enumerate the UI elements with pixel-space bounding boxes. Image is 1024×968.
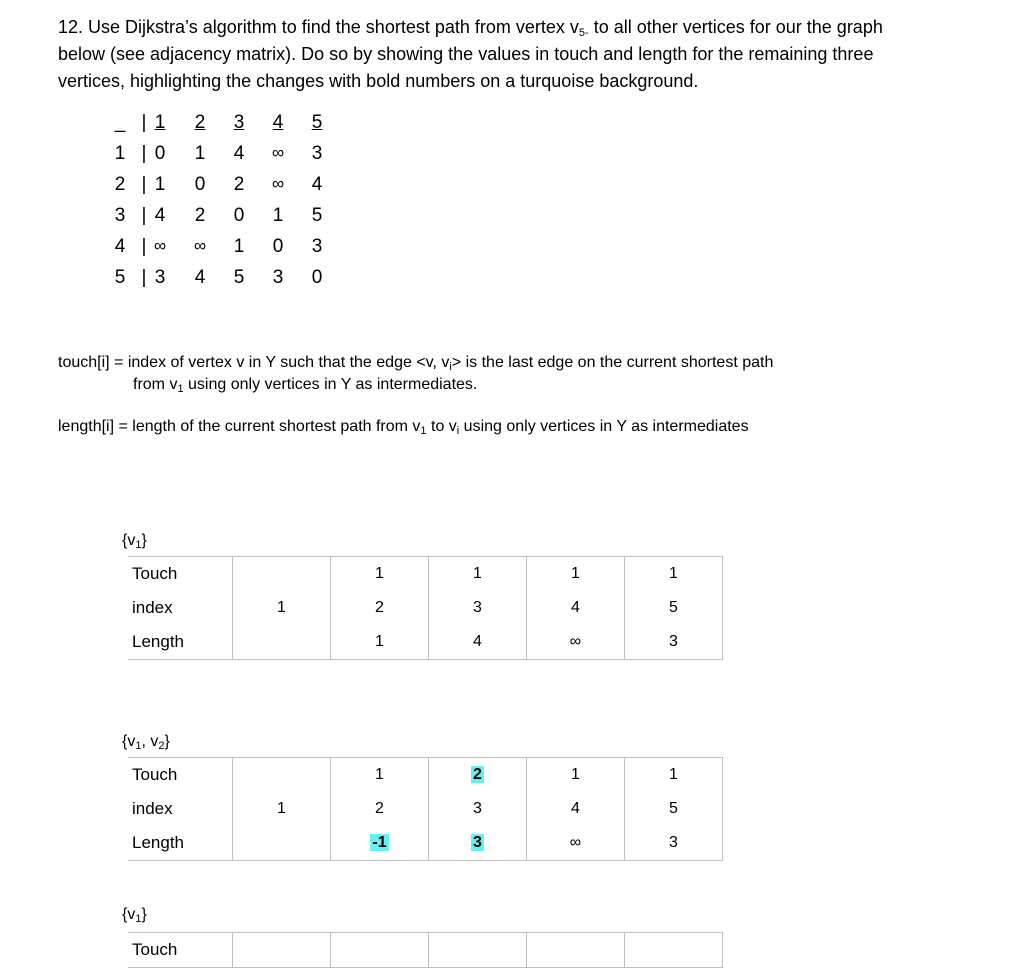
matrix-cell: ∞ — [271, 143, 285, 162]
table-cell — [429, 933, 527, 968]
subscript-i: i — [449, 361, 452, 373]
matrix-row — [110, 236, 330, 267]
touch-def-text: touch[i] = index of vertex v in Y such that the edge <v, v — [58, 354, 450, 371]
adjacency-matrix — [110, 112, 330, 298]
table-cell: 3 — [625, 826, 723, 861]
table-cell — [233, 557, 331, 592]
matrix-cell: 1 — [194, 143, 206, 164]
subscript-1: 1 — [420, 425, 427, 437]
matrix-cell: ∞ — [153, 236, 167, 255]
matrix-row-label: 4 — [114, 236, 126, 257]
row-label: Length — [128, 826, 233, 861]
matrix-cell: 1 — [272, 205, 284, 226]
touch-row — [128, 557, 723, 592]
set-label-2 — [122, 733, 170, 751]
matrix-bar: | — [141, 112, 147, 133]
matrix-cell: 4 — [311, 174, 323, 195]
index-row — [128, 792, 723, 826]
question-line-3: vertices, highlighting the changes with bold numbers on a turquoise background. — [58, 71, 699, 91]
highlighted-change: 2 — [473, 766, 482, 783]
table-cell — [233, 758, 331, 793]
matrix-cell: 4 — [233, 143, 245, 164]
matrix-cell: 0 — [272, 236, 284, 257]
table-cell: 1 — [625, 758, 723, 793]
table-cell — [527, 933, 625, 968]
table-cell: 5 — [625, 792, 723, 826]
table-cell: 4 — [429, 625, 527, 660]
touch-definition-line-1 — [58, 352, 858, 374]
matrix-bar: | — [141, 267, 147, 288]
table-cell: 2 — [331, 591, 429, 625]
dijkstra-table-2 — [128, 757, 723, 861]
table-cell — [429, 758, 527, 793]
set-text: {v — [122, 906, 136, 923]
table-cell: 3 — [429, 591, 527, 625]
touch-def-text: > is the last edge on the current shortest path — [451, 354, 774, 371]
question-line-1-end: to all other vertices for our the graph — [593, 17, 883, 37]
matrix-bar: | — [141, 236, 147, 257]
length-row — [128, 625, 723, 660]
table-cell — [331, 933, 429, 968]
question-line-1 — [58, 14, 958, 41]
table-cell — [625, 933, 723, 968]
matrix-cell: 2 — [233, 174, 245, 195]
matrix-row-label: 2 — [114, 174, 126, 195]
set-text: } — [141, 532, 147, 549]
length-row — [128, 826, 723, 861]
highlighted-change: 3 — [473, 834, 482, 851]
matrix-row — [110, 205, 330, 236]
set-subscript: 1 — [135, 539, 142, 551]
matrix-header-cell: 4 — [272, 112, 284, 133]
row-label: Touch — [128, 758, 233, 793]
touch-row — [128, 933, 723, 968]
matrix-cell: 5 — [233, 267, 245, 288]
table-cell: 1 — [331, 557, 429, 592]
touch-def-text: using only vertices in Y as intermediates. — [183, 376, 478, 393]
subscript-i: i — [456, 425, 460, 437]
row-label: Touch — [128, 557, 233, 592]
matrix-cell: ∞ — [271, 174, 285, 193]
table-cell: 1 — [429, 557, 527, 592]
length-definition — [58, 418, 749, 436]
table-cell: ∞ — [527, 625, 625, 660]
matrix-cell: 2 — [194, 205, 206, 226]
matrix-cell: 5 — [311, 205, 323, 226]
matrix-row-label: 5 — [114, 267, 126, 288]
table-cell: 2 — [331, 792, 429, 826]
table-cell — [233, 933, 331, 968]
matrix-row-label: 1 — [114, 143, 126, 164]
matrix-bar: | — [141, 205, 147, 226]
highlighted-change: -1 — [372, 834, 387, 851]
matrix-cell: ∞ — [193, 236, 207, 255]
set-subscript: 1 — [135, 740, 142, 752]
matrix-cell: 3 — [311, 236, 323, 257]
table-cell: 1 — [527, 758, 625, 793]
length-def-text: using only vertices in Y as intermediates — [459, 418, 749, 435]
matrix-cell: 3 — [272, 267, 284, 288]
table-cell: 1 — [625, 557, 723, 592]
touch-definition-line-2 — [58, 374, 858, 396]
touch-definition — [58, 352, 858, 396]
question-line-1-text: 12. Use Dijkstra’s algorithm to find the shortest path from vertex v — [58, 17, 579, 37]
set-label-1 — [122, 532, 147, 550]
table-cell: 1 — [331, 758, 429, 793]
matrix-cell: 3 — [311, 143, 323, 164]
set-text: {v — [122, 733, 136, 750]
vertex-subscript: 5- — [578, 27, 589, 39]
set-text: } — [164, 733, 170, 750]
matrix-cell: 3 — [154, 267, 166, 288]
matrix-cell: 0 — [233, 205, 245, 226]
matrix-header-row — [110, 112, 330, 143]
table-cell — [233, 826, 331, 861]
matrix-corner: _ — [114, 112, 126, 133]
table-cell: 5 — [625, 591, 723, 625]
dijkstra-table-1 — [128, 556, 723, 660]
matrix-row — [110, 143, 330, 174]
dijkstra-table-3 — [128, 932, 723, 968]
set-subscript: 1 — [135, 913, 142, 925]
set-text: , v — [141, 733, 159, 750]
subscript-1: 1 — [177, 383, 184, 395]
set-subscript: 2 — [158, 740, 165, 752]
row-label: index — [132, 799, 173, 818]
table-cell: 4 — [527, 792, 625, 826]
matrix-header-cell: 5 — [311, 112, 323, 133]
matrix-cell: 0 — [154, 143, 166, 164]
table-cell: 3 — [429, 792, 527, 826]
table-cell — [331, 826, 429, 861]
length-def-text: to v — [426, 418, 457, 435]
table-cell: 1 — [527, 557, 625, 592]
table-cell: 1 — [233, 591, 331, 625]
index-row — [128, 591, 723, 625]
matrix-bar: | — [141, 174, 147, 195]
matrix-cell: 0 — [194, 174, 206, 195]
set-text: } — [141, 906, 147, 923]
table-cell: 1 — [331, 625, 429, 660]
matrix-header-cell: 1 — [154, 112, 166, 133]
table-cell — [233, 625, 331, 660]
table-cell: ∞ — [527, 826, 625, 861]
touch-row — [128, 758, 723, 793]
table-cell: 1 — [233, 792, 331, 826]
matrix-row-label: 3 — [114, 205, 126, 226]
row-label: index — [132, 598, 173, 617]
question-text — [58, 14, 958, 95]
row-label: Length — [128, 625, 233, 660]
table-cell: 3 — [625, 625, 723, 660]
row-label: Touch — [128, 933, 233, 968]
table-cell — [429, 826, 527, 861]
matrix-row — [110, 174, 330, 205]
touch-def-text: from v — [133, 376, 178, 393]
matrix-cell: 4 — [154, 205, 166, 226]
question-line-2: below (see adjacency matrix). Do so by showing the values in touch and length for the remaining three — [58, 44, 874, 64]
matrix-header-cell: 3 — [233, 112, 245, 133]
matrix-cell: 0 — [311, 267, 323, 288]
matrix-cell: 1 — [154, 174, 166, 195]
matrix-cell: 1 — [233, 236, 245, 257]
length-def-text: length[i] = length of the current shortest path from v — [58, 418, 421, 435]
matrix-cell: 4 — [194, 267, 206, 288]
matrix-header-cell: 2 — [194, 112, 206, 133]
set-text: {v — [122, 532, 136, 549]
matrix-row — [110, 267, 330, 298]
table-cell: 4 — [527, 591, 625, 625]
matrix-bar: | — [141, 143, 147, 164]
set-label-3 — [122, 906, 147, 924]
